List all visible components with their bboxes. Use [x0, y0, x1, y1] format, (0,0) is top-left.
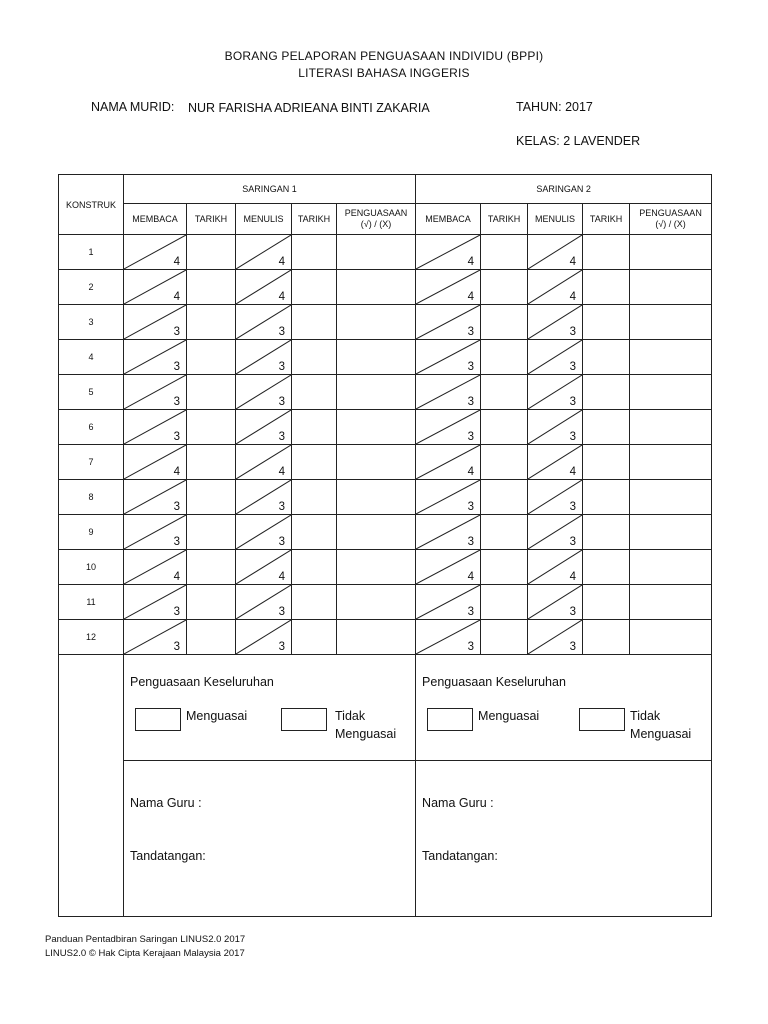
s2-guru-section — [416, 761, 712, 917]
score-value: 3 — [569, 326, 577, 338]
s1-tarikh-cell[interactable] — [187, 585, 236, 620]
table-row — [59, 620, 712, 655]
s2-menulis-score — [528, 410, 583, 445]
s2-membaca-score — [416, 235, 481, 270]
s2-membaca-score — [416, 445, 481, 480]
s2-penguasaan-cell[interactable] — [630, 410, 712, 445]
score-value: 3 — [173, 641, 180, 653]
s2-penguasaan-keseluruhan — [416, 655, 712, 761]
s1-penguasaan-header: PENGUASAAN (√) / (X) — [337, 204, 416, 235]
s1-tarikh-cell[interactable] — [187, 270, 236, 305]
s2-tarikh2-header: TARIKH — [583, 204, 630, 235]
score-value: 3 — [173, 326, 180, 338]
s2-tarikh-cell[interactable] — [481, 235, 528, 270]
s1-tarikh2-cell[interactable] — [292, 410, 337, 445]
score-value: 4 — [467, 291, 475, 303]
score-value: 3 — [467, 641, 475, 653]
score-value: 3 — [467, 326, 475, 338]
s1-tarikh2-cell[interactable] — [292, 550, 337, 585]
s2-tarikh-cell[interactable] — [481, 515, 528, 550]
score-value: 3 — [278, 501, 285, 513]
s1-tidak-label: Tidak — [335, 709, 366, 723]
footer-line-2: LINUS2.0 © Hak Cipta Kerajaan Malaysia 2017 — [45, 948, 245, 959]
s1-penguasaan-cell[interactable] — [337, 270, 416, 305]
s2-tarikh-cell[interactable] — [481, 340, 528, 375]
s2-tarikh-cell[interactable] — [481, 410, 528, 445]
konstruk-number: 8 — [59, 480, 124, 515]
s2-tidak-menguasai-label: Menguasai — [630, 727, 692, 741]
s2-penguasaan-cell[interactable] — [630, 515, 712, 550]
score-value: 3 — [278, 361, 285, 373]
s2-tarikh-cell[interactable] — [481, 270, 528, 305]
s2-membaca-score — [416, 620, 481, 655]
score-value: 3 — [467, 606, 475, 618]
s2-tidak-menguasai-checkbox[interactable] — [579, 708, 625, 731]
s1-menguasai-checkbox[interactable] — [135, 708, 181, 731]
s1-membaca-score — [124, 235, 187, 270]
s2-tarikh-header: TARIKH — [481, 204, 528, 235]
s1-tarikh2-cell[interactable] — [292, 445, 337, 480]
score-value: 3 — [173, 431, 180, 443]
score-value: 4 — [173, 466, 180, 478]
score-value: 3 — [467, 361, 475, 373]
table-row — [59, 340, 712, 375]
s2-nama-guru-label: Nama Guru : — [422, 796, 494, 810]
s2-penguasaan-cell[interactable] — [630, 340, 712, 375]
score-value: 3 — [278, 536, 285, 548]
score-value: 3 — [467, 536, 475, 548]
s1-membaca-score — [124, 410, 187, 445]
footer-line-1: Panduan Pentadbiran Saringan LINUS2.0 2017 — [45, 934, 246, 945]
s1-penguasaan-cell[interactable] — [337, 375, 416, 410]
s1-menulis-score — [236, 515, 292, 550]
bppi-table — [58, 174, 712, 917]
s1-tarikh2-cell[interactable] — [292, 515, 337, 550]
s2-menguasai-label: Menguasai — [478, 709, 540, 723]
s1-tarikh2-cell[interactable] — [292, 375, 337, 410]
s2-tarikh-cell[interactable] — [481, 445, 528, 480]
s2-penguasaan-cell[interactable] — [630, 270, 712, 305]
table-row — [59, 445, 712, 480]
konstruk-number: 6 — [59, 410, 124, 445]
s1-penguasaan-cell[interactable] — [337, 445, 416, 480]
konstruk-header: KONSTRUK — [59, 175, 124, 235]
s1-tarikh2-cell[interactable] — [292, 305, 337, 340]
score-value: 4 — [278, 571, 285, 583]
konstruk-number: 9 — [59, 515, 124, 550]
s1-menulis-score — [236, 305, 292, 340]
score-value: 4 — [467, 571, 475, 583]
s1-tarikh-cell[interactable] — [187, 305, 236, 340]
s2-membaca-score — [416, 480, 481, 515]
s2-menulis-score — [528, 375, 583, 410]
score-value: 3 — [569, 361, 577, 373]
s2-tarikh2-cell[interactable] — [583, 340, 630, 375]
score-value: 4 — [569, 466, 577, 478]
s1-tarikh2-cell[interactable] — [292, 585, 337, 620]
s2-menulis-score — [528, 305, 583, 340]
s1-tarikh-cell[interactable] — [187, 410, 236, 445]
s1-tarikh-header: TARIKH — [187, 204, 236, 235]
s1-membaca-score — [124, 550, 187, 585]
s1-menulis-score — [236, 585, 292, 620]
s1-penguasaan-cell[interactable] — [337, 620, 416, 655]
s2-tarikh2-cell[interactable] — [583, 305, 630, 340]
s1-menulis-score — [236, 480, 292, 515]
konstruk-number: 4 — [59, 340, 124, 375]
s2-penguasaan-cell[interactable] — [630, 550, 712, 585]
s1-tarikh-cell[interactable] — [187, 620, 236, 655]
table-row — [59, 375, 712, 410]
table-row — [59, 270, 712, 305]
s2-menulis-score — [528, 620, 583, 655]
s1-tidak-menguasai-checkbox[interactable] — [281, 708, 327, 731]
score-value: 4 — [467, 256, 475, 268]
score-value: 3 — [569, 536, 577, 548]
score-value: 4 — [467, 466, 475, 478]
s2-penguasaan-keseluruhan-label: Penguasaan Keseluruhan — [422, 675, 566, 689]
s1-tarikh-cell[interactable] — [187, 550, 236, 585]
table-row — [59, 585, 712, 620]
s2-penguasaan-cell[interactable] — [630, 305, 712, 340]
score-value: 3 — [278, 396, 285, 408]
s1-tarikh-cell[interactable] — [187, 340, 236, 375]
s1-membaca-score — [124, 375, 187, 410]
s1-menulis-score — [236, 620, 292, 655]
s1-menulis-score — [236, 270, 292, 305]
s1-membaca-score — [124, 620, 187, 655]
score-value: 4 — [569, 256, 577, 268]
score-value: 3 — [278, 606, 285, 618]
s1-menguasai-label: Menguasai — [186, 709, 248, 723]
s2-menguasai-checkbox[interactable] — [427, 708, 473, 731]
table-row — [59, 480, 712, 515]
score-value: 4 — [173, 291, 180, 303]
s2-tarikh-cell[interactable] — [481, 480, 528, 515]
s2-tarikh2-cell[interactable] — [583, 515, 630, 550]
tahun-label: TAHUN: 2017 — [516, 100, 593, 114]
score-value: 3 — [569, 641, 577, 653]
s2-menulis-score — [528, 270, 583, 305]
s1-tarikh-cell[interactable] — [187, 445, 236, 480]
s1-penguasaan-cell[interactable] — [337, 515, 416, 550]
s2-tarikh-cell[interactable] — [481, 550, 528, 585]
s1-penguasaan-cell[interactable] — [337, 550, 416, 585]
score-value: 3 — [173, 501, 180, 513]
s2-penguasaan-cell[interactable] — [630, 235, 712, 270]
score-value: 4 — [173, 256, 180, 268]
table-row — [59, 235, 712, 270]
score-value: 3 — [467, 501, 475, 513]
s2-menulis-header: MENULIS — [528, 204, 583, 235]
s2-tarikh2-cell[interactable] — [583, 410, 630, 445]
s1-nama-guru-label: Nama Guru : — [130, 796, 202, 810]
s2-tarikh-cell[interactable] — [481, 305, 528, 340]
s1-penguasaan-cell[interactable] — [337, 235, 416, 270]
s1-membaca-score — [124, 270, 187, 305]
s2-menulis-score — [528, 480, 583, 515]
s1-menulis-score — [236, 410, 292, 445]
score-value: 3 — [569, 606, 577, 618]
s2-penguasaan-cell[interactable] — [630, 375, 712, 410]
konstruk-number: 2 — [59, 270, 124, 305]
s2-membaca-score — [416, 515, 481, 550]
s1-tarikh-cell[interactable] — [187, 375, 236, 410]
s1-tarikh-cell[interactable] — [187, 235, 236, 270]
s1-tarikh2-cell[interactable] — [292, 340, 337, 375]
s2-tarikh2-cell[interactable] — [583, 550, 630, 585]
s2-tarikh2-cell[interactable] — [583, 375, 630, 410]
s2-menulis-score — [528, 340, 583, 375]
s1-penguasaan-cell[interactable] — [337, 410, 416, 445]
s2-penguasaan-cell[interactable] — [630, 620, 712, 655]
table-row — [59, 515, 712, 550]
s2-tarikh-cell[interactable] — [481, 620, 528, 655]
s1-tidak-menguasai-label: Menguasai — [335, 727, 397, 741]
s1-membaca-score — [124, 340, 187, 375]
s1-tandatangan-label: Tandatangan: — [130, 849, 206, 863]
s2-membaca-score — [416, 375, 481, 410]
s1-membaca-score — [124, 585, 187, 620]
table-row — [59, 550, 712, 585]
s2-tarikh2-cell[interactable] — [583, 480, 630, 515]
konstruk-number: 7 — [59, 445, 124, 480]
s1-membaca-header: MEMBACA — [124, 204, 187, 235]
konstruk-number: 12 — [59, 620, 124, 655]
score-value: 4 — [278, 256, 285, 268]
s1-membaca-score — [124, 480, 187, 515]
s2-penguasaan-cell[interactable] — [630, 480, 712, 515]
score-value: 3 — [173, 536, 180, 548]
form-title: BORANG PELAPORAN PENGUASAAN INDIVIDU (BPPI) — [224, 49, 544, 63]
score-value: 3 — [278, 326, 285, 338]
s2-membaca-score — [416, 305, 481, 340]
s1-tarikh2-cell[interactable] — [292, 235, 337, 270]
s2-penguasaan-header: PENGUASAAN (√) / (X) — [630, 204, 712, 235]
s2-tarikh-cell[interactable] — [481, 585, 528, 620]
s1-tarikh2-header: TARIKH — [292, 204, 337, 235]
table-row — [59, 410, 712, 445]
s1-menulis-score — [236, 375, 292, 410]
s2-menulis-score — [528, 515, 583, 550]
s1-tarikh2-cell[interactable] — [292, 620, 337, 655]
saringan-1-header: SARINGAN 1 — [124, 175, 416, 204]
score-value: 3 — [467, 431, 475, 443]
s2-membaca-score — [416, 270, 481, 305]
s1-tarikh2-cell[interactable] — [292, 480, 337, 515]
konstruk-number: 3 — [59, 305, 124, 340]
s2-tarikh-cell[interactable] — [481, 375, 528, 410]
score-value: 4 — [569, 571, 577, 583]
s1-guru-section — [124, 761, 416, 917]
s1-penguasaan-cell[interactable] — [337, 480, 416, 515]
konstruk-blank-cell — [59, 655, 124, 917]
s1-membaca-score — [124, 445, 187, 480]
s1-membaca-score — [124, 305, 187, 340]
s1-menulis-score — [236, 550, 292, 585]
s1-menulis-score — [236, 340, 292, 375]
konstruk-number: 1 — [59, 235, 124, 270]
s1-membaca-score — [124, 515, 187, 550]
score-value: 4 — [569, 291, 577, 303]
s2-membaca-score — [416, 585, 481, 620]
score-value: 3 — [569, 501, 577, 513]
s2-tandatangan-label: Tandatangan: — [422, 849, 498, 863]
nama-murid-value: NUR FARISHA ADRIEANA BINTI ZAKARIA — [188, 101, 430, 115]
s2-tarikh2-cell[interactable] — [583, 445, 630, 480]
konstruk-number: 10 — [59, 550, 124, 585]
kelas-label: KELAS: 2 LAVENDER — [516, 134, 641, 148]
saringan-2-header: SARINGAN 2 — [416, 175, 712, 204]
s1-menulis-score — [236, 235, 292, 270]
s2-membaca-score — [416, 340, 481, 375]
s2-penguasaan-cell[interactable] — [630, 585, 712, 620]
s1-menulis-score — [236, 445, 292, 480]
score-value: 4 — [278, 466, 285, 478]
s1-tarikh-cell[interactable] — [187, 480, 236, 515]
form-subtitle: LITERASI BAHASA INGGERIS — [298, 66, 470, 80]
s2-tarikh2-cell[interactable] — [583, 270, 630, 305]
s2-penguasaan-cell[interactable] — [630, 445, 712, 480]
score-value: 3 — [173, 361, 180, 373]
s1-penguasaan-keseluruhan-label: Penguasaan Keseluruhan — [130, 675, 274, 689]
s1-penguasaan-keseluruhan — [124, 655, 416, 761]
s2-tarikh2-cell[interactable] — [583, 620, 630, 655]
s1-penguasaan-cell[interactable] — [337, 340, 416, 375]
s2-tidak-label: Tidak — [630, 709, 661, 723]
score-value: 4 — [278, 291, 285, 303]
s1-tarikh2-cell[interactable] — [292, 270, 337, 305]
s1-menulis-header: MENULIS — [236, 204, 292, 235]
s2-menulis-score — [528, 585, 583, 620]
s2-menulis-score — [528, 550, 583, 585]
s2-membaca-score — [416, 410, 481, 445]
s2-menulis-score — [528, 235, 583, 270]
score-value: 4 — [173, 571, 180, 583]
s1-penguasaan-cell[interactable] — [337, 305, 416, 340]
konstruk-number: 11 — [59, 585, 124, 620]
score-value: 3 — [569, 431, 577, 443]
s1-penguasaan-cell[interactable] — [337, 585, 416, 620]
s2-membaca-header: MEMBACA — [416, 204, 481, 235]
s2-tarikh2-cell[interactable] — [583, 585, 630, 620]
s2-tarikh2-cell[interactable] — [583, 235, 630, 270]
score-value: 3 — [278, 431, 285, 443]
konstruk-number: 5 — [59, 375, 124, 410]
score-value: 3 — [278, 641, 285, 653]
score-value: 3 — [569, 396, 577, 408]
score-value: 3 — [467, 396, 475, 408]
nama-murid-label: NAMA MURID: — [91, 100, 175, 114]
s2-menulis-score — [528, 445, 583, 480]
table-row — [59, 305, 712, 340]
s1-tarikh-cell[interactable] — [187, 515, 236, 550]
score-value: 3 — [173, 606, 180, 618]
score-value: 3 — [173, 396, 180, 408]
s2-membaca-score — [416, 550, 481, 585]
